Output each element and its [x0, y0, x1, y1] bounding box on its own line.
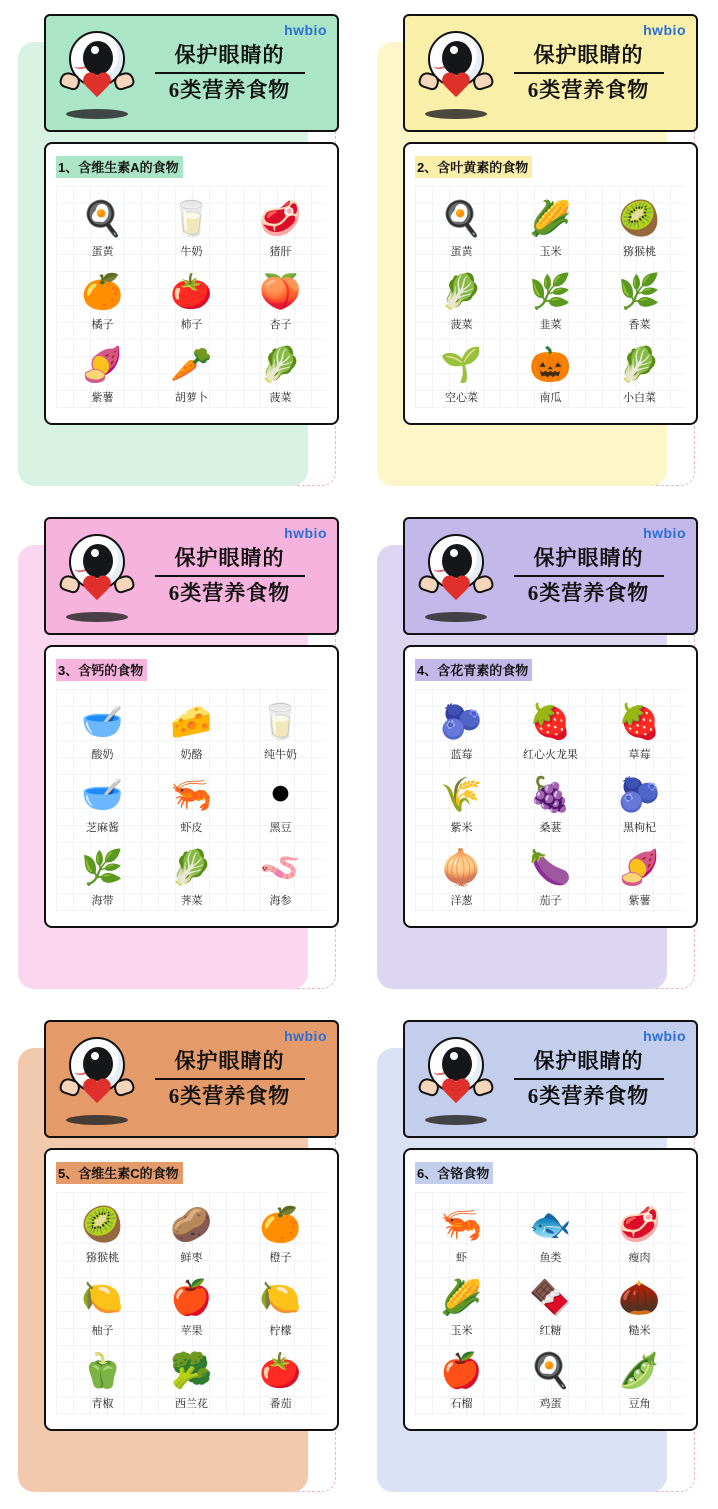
card-body — [44, 142, 339, 425]
food-label: 黑豆 — [269, 822, 292, 834]
food-item — [417, 768, 506, 837]
food-label: 橘子 — [91, 319, 114, 331]
food-item — [147, 695, 236, 764]
food-label: 鸡蛋 — [539, 1398, 562, 1410]
food-item — [417, 841, 506, 910]
card-body — [403, 1148, 698, 1431]
food-label: 胡萝卜 — [175, 392, 208, 404]
food-label: 猕猴桃 — [86, 1252, 119, 1264]
brown-rice-icon: 🌰 — [618, 1279, 661, 1317]
food-item — [506, 1344, 595, 1413]
food-label: 蛋黄 — [91, 246, 114, 258]
fresh-jujube-icon: 🥔 — [170, 1206, 213, 1244]
eye-iris-icon — [83, 1047, 113, 1081]
card-1 — [44, 14, 339, 425]
card-title-line1: 保护眼睛的 — [533, 1048, 644, 1073]
title-divider — [155, 72, 305, 74]
food-item — [58, 695, 147, 764]
card-3 — [44, 517, 339, 928]
mascot-shadow — [425, 1115, 487, 1125]
carrot-icon: 🥕 — [170, 346, 213, 384]
card-header — [403, 14, 698, 132]
food-item — [147, 841, 236, 910]
pumpkin-icon: 🎃 — [529, 346, 572, 384]
poster-card-5 — [0, 1006, 359, 1509]
cilantro-icon: 🌿 — [618, 273, 661, 311]
food-grid — [58, 695, 325, 910]
food-item — [595, 192, 684, 261]
food-item — [58, 1344, 147, 1413]
apricot-icon: 🍑 — [259, 273, 302, 311]
section-title: 1、含维生素A的食物 — [56, 156, 183, 178]
spinach-icon: 🥬 — [259, 346, 302, 384]
food-grid-area — [415, 186, 686, 409]
food-label: 紫薯 — [91, 392, 114, 404]
food-label: 糙米 — [628, 1325, 651, 1337]
food-grid — [417, 1198, 684, 1413]
eye-iris-icon — [442, 544, 472, 578]
card-title-line2: 6类营养食物 — [168, 1084, 291, 1108]
kiwi-icon: 🥝 — [81, 1206, 124, 1244]
brand-logo: hwbio — [643, 525, 686, 541]
food-grid-area — [415, 1192, 686, 1415]
eye-glint-icon — [91, 549, 99, 557]
food-item — [58, 1271, 147, 1340]
food-label: 菠菜 — [450, 319, 473, 331]
pork-liver-icon: 🥩 — [259, 200, 302, 238]
eye-iris-icon — [83, 41, 113, 75]
food-label: 芝麻酱 — [86, 822, 119, 834]
card-title-line2: 6类营养食物 — [168, 581, 291, 605]
food-label: 红糖 — [539, 1325, 562, 1337]
poster-card-6 — [359, 1006, 718, 1509]
title-divider — [514, 575, 664, 577]
card-2 — [403, 14, 698, 425]
food-label: 奶酪 — [180, 749, 203, 761]
title-divider — [155, 1078, 305, 1080]
card-title-line2: 6类营养食物 — [168, 78, 291, 102]
food-label: 苹果 — [180, 1325, 203, 1337]
food-item — [595, 1271, 684, 1340]
food-label: 菠菜 — [269, 392, 292, 404]
food-label: 小白菜 — [623, 392, 656, 404]
egg-yolk-icon: 🍳 — [81, 200, 124, 238]
food-item — [417, 192, 506, 261]
food-item — [417, 695, 506, 764]
brown-sugar-icon: 🍫 — [529, 1279, 572, 1317]
food-label: 蓝莓 — [450, 749, 473, 761]
food-item — [147, 768, 236, 837]
mascot-shadow — [66, 1115, 128, 1125]
food-item — [595, 338, 684, 407]
card-4 — [403, 517, 698, 928]
food-item — [147, 338, 236, 407]
food-item — [506, 1198, 595, 1267]
food-label: 纯牛奶 — [264, 749, 297, 761]
food-item — [595, 695, 684, 764]
food-item — [147, 1271, 236, 1340]
food-grid-area — [56, 1192, 327, 1415]
kiwi-icon: 🥝 — [618, 200, 661, 238]
title-divider — [155, 575, 305, 577]
heart-icon — [82, 1079, 112, 1107]
food-label: 猪肝 — [269, 246, 292, 258]
food-item — [417, 1271, 506, 1340]
food-label: 黑枸杞 — [623, 822, 656, 834]
card-body — [44, 1148, 339, 1431]
brand-logo: hwbio — [284, 22, 327, 38]
poster-card-4 — [359, 503, 718, 1006]
green-pepper-icon: 🫑 — [81, 1352, 124, 1390]
food-label: 柠檬 — [269, 1325, 292, 1337]
food-label: 酸奶 — [91, 749, 114, 761]
food-grid-area — [56, 689, 327, 912]
card-body — [44, 645, 339, 928]
food-item — [58, 768, 147, 837]
poster-card-3 — [0, 503, 359, 1006]
egg-yolk-icon: 🍳 — [440, 200, 483, 238]
brand-logo: hwbio — [284, 1028, 327, 1044]
mascot-shadow — [425, 109, 487, 119]
food-item — [236, 768, 325, 837]
card-header — [44, 517, 339, 635]
chinese-chive-icon: 🌿 — [529, 273, 572, 311]
purple-rice-icon: 🌾 — [440, 776, 483, 814]
eye-glint-icon — [450, 1052, 458, 1060]
card-title-line2: 6类营养食物 — [527, 1084, 650, 1108]
food-item — [58, 841, 147, 910]
card-5 — [44, 1020, 339, 1431]
food-label: 青椒 — [91, 1398, 114, 1410]
food-label: 番茄 — [269, 1398, 292, 1410]
heart-icon — [441, 73, 471, 101]
food-label: 虾皮 — [180, 822, 203, 834]
food-item — [417, 338, 506, 407]
mascot-shadow — [425, 612, 487, 622]
food-item — [236, 192, 325, 261]
food-label: 桑葚 — [539, 822, 562, 834]
food-grid — [417, 192, 684, 407]
tangerine-icon: 🍊 — [81, 273, 124, 311]
food-label: 海参 — [269, 895, 292, 907]
food-label: 草莓 — [628, 749, 651, 761]
egg-icon: 🍳 — [529, 1352, 572, 1390]
eye-mascot-icon — [417, 1031, 495, 1127]
food-item — [417, 1344, 506, 1413]
food-item — [506, 1271, 595, 1340]
food-item — [417, 265, 506, 334]
card-title — [495, 1048, 686, 1111]
section-title: 4、含花青素的食物 — [415, 659, 532, 681]
food-label: 海带 — [91, 895, 114, 907]
food-item — [147, 265, 236, 334]
card-header — [403, 517, 698, 635]
food-item — [58, 265, 147, 334]
orange-icon: 🍊 — [259, 1206, 302, 1244]
food-item — [147, 1344, 236, 1413]
food-item — [58, 338, 147, 407]
lean-meat-icon: 🥩 — [618, 1206, 661, 1244]
sea-cucumber-icon: 🪱 — [259, 849, 302, 887]
dried-shrimp-icon: 🦐 — [170, 776, 213, 814]
shepherds-purse-icon: 🥬 — [170, 849, 213, 887]
food-item — [236, 1198, 325, 1267]
corn-icon: 🌽 — [440, 1279, 483, 1317]
strawberry-icon: 🍓 — [618, 703, 661, 741]
food-item — [58, 192, 147, 261]
milk-bottle-icon: 🥛 — [170, 200, 213, 238]
food-label: 紫薯 — [628, 895, 651, 907]
card-6 — [403, 1020, 698, 1431]
food-label: 石榴 — [450, 1398, 473, 1410]
food-label: 玉米 — [450, 1325, 473, 1337]
card-header — [403, 1020, 698, 1138]
brand-logo: hwbio — [643, 22, 686, 38]
food-label: 瘦肉 — [628, 1252, 651, 1264]
eye-mascot-icon — [58, 528, 136, 624]
green-bean-icon: 🫛 — [618, 1352, 661, 1390]
food-label: 紫米 — [450, 822, 473, 834]
broccoli-icon: 🥦 — [170, 1352, 213, 1390]
food-item — [506, 265, 595, 334]
food-label: 南瓜 — [539, 392, 562, 404]
title-divider — [514, 1078, 664, 1080]
food-label: 鱼类 — [539, 1252, 562, 1264]
eye-mascot-icon — [417, 25, 495, 121]
apple-icon: 🍎 — [170, 1279, 213, 1317]
food-label: 红心火龙果 — [523, 749, 578, 761]
mulberry-icon: 🍇 — [529, 776, 572, 814]
food-label: 杏子 — [269, 319, 292, 331]
food-item — [236, 265, 325, 334]
food-label: 西兰花 — [175, 1398, 208, 1410]
water-spinach-icon: 🌱 — [440, 346, 483, 384]
food-item — [236, 1344, 325, 1413]
food-item — [506, 695, 595, 764]
food-item — [595, 768, 684, 837]
lemon-icon: 🍋 — [259, 1279, 302, 1317]
food-label: 荠菜 — [180, 895, 203, 907]
card-title — [136, 1048, 327, 1111]
card-title-line1: 保护眼睛的 — [174, 42, 285, 67]
section-title: 5、含维生素C的食物 — [56, 1162, 183, 1184]
food-label: 韭菜 — [539, 319, 562, 331]
food-grid — [417, 695, 684, 910]
food-item — [147, 192, 236, 261]
purple-sweet-potato-icon: 🍠 — [81, 346, 124, 384]
food-label: 猕猴桃 — [623, 246, 656, 258]
mascot-shadow — [66, 612, 128, 622]
spinach-icon: 🥬 — [440, 273, 483, 311]
heart-icon — [82, 576, 112, 604]
card-title — [495, 42, 686, 105]
brand-logo: hwbio — [284, 525, 327, 541]
eye-iris-icon — [442, 1047, 472, 1081]
heart-icon — [441, 576, 471, 604]
pomelo-icon: 🍋 — [81, 1279, 124, 1317]
food-grid — [58, 1198, 325, 1413]
poster-card-2 — [359, 0, 718, 503]
card-title-line1: 保护眼睛的 — [533, 42, 644, 67]
heart-icon — [441, 1079, 471, 1107]
food-item — [236, 695, 325, 764]
shrimp-icon: 🦐 — [440, 1206, 483, 1244]
black-bean-icon: ⚫ — [266, 776, 295, 814]
card-header — [44, 14, 339, 132]
food-item — [506, 338, 595, 407]
onion-icon: 🧅 — [440, 849, 483, 887]
card-title — [495, 545, 686, 608]
eye-mascot-icon — [58, 1031, 136, 1127]
food-label: 橙子 — [269, 1252, 292, 1264]
eye-glint-icon — [91, 46, 99, 54]
milk-bottle-icon: 🥛 — [259, 703, 302, 741]
eye-mascot-icon — [58, 25, 136, 121]
blueberry-icon: 🫐 — [440, 703, 483, 741]
heart-icon — [82, 73, 112, 101]
food-label: 空心菜 — [445, 392, 478, 404]
food-label: 豆角 — [628, 1398, 651, 1410]
food-item — [147, 1198, 236, 1267]
card-title-line1: 保护眼睛的 — [533, 545, 644, 570]
section-title: 3、含钙的食物 — [56, 659, 147, 681]
cheese-icon: 🧀 — [170, 703, 213, 741]
eye-iris-icon — [442, 41, 472, 75]
brand-logo: hwbio — [643, 1028, 686, 1044]
yogurt-icon: 🥣 — [81, 703, 124, 741]
card-header — [44, 1020, 339, 1138]
tomato-icon: 🍅 — [259, 1352, 302, 1390]
food-label: 牛奶 — [180, 246, 203, 258]
eye-iris-icon — [83, 544, 113, 578]
card-title-line2: 6类营养食物 — [527, 78, 650, 102]
food-item — [595, 1198, 684, 1267]
card-title-line1: 保护眼睛的 — [174, 545, 285, 570]
food-label: 蛋黄 — [450, 246, 473, 258]
poster-card-1 — [0, 0, 359, 503]
food-item — [58, 1198, 147, 1267]
card-title — [136, 545, 327, 608]
food-label: 玉米 — [539, 246, 562, 258]
food-item — [236, 841, 325, 910]
eggplant-icon: 🍆 — [529, 849, 572, 887]
sesame-paste-icon: 🥣 — [81, 776, 124, 814]
card-title-line2: 6类营养食物 — [527, 581, 650, 605]
kelp-icon: 🌿 — [81, 849, 124, 887]
eye-glint-icon — [91, 1052, 99, 1060]
pomegranate-icon: 🍎 — [440, 1352, 483, 1390]
food-label: 柚子 — [91, 1325, 114, 1337]
purple-sweet-potato-icon: 🍠 — [618, 849, 661, 887]
food-item — [236, 1271, 325, 1340]
card-title — [136, 42, 327, 105]
food-label: 香菜 — [628, 319, 651, 331]
food-item — [236, 338, 325, 407]
eye-mascot-icon — [417, 528, 495, 624]
card-body — [403, 645, 698, 928]
food-item — [417, 1198, 506, 1267]
card-body — [403, 142, 698, 425]
food-grid — [58, 192, 325, 407]
title-divider — [514, 72, 664, 74]
section-title: 2、含叶黄素的食物 — [415, 156, 532, 178]
eye-glint-icon — [450, 46, 458, 54]
food-label: 洋葱 — [450, 895, 473, 907]
dragon-fruit-icon: 🍓 — [529, 703, 572, 741]
food-item — [506, 841, 595, 910]
food-label: 柿子 — [180, 319, 203, 331]
card-title-line1: 保护眼睛的 — [174, 1048, 285, 1073]
food-item — [506, 768, 595, 837]
food-item — [506, 192, 595, 261]
food-label: 虾 — [456, 1252, 467, 1264]
food-label: 鲜枣 — [180, 1252, 203, 1264]
mascot-shadow — [66, 109, 128, 119]
food-grid-area — [415, 689, 686, 912]
food-item — [595, 1344, 684, 1413]
black-goji-icon: 🫐 — [618, 776, 661, 814]
food-grid-area — [56, 186, 327, 409]
food-item — [595, 265, 684, 334]
corn-icon: 🌽 — [529, 200, 572, 238]
fish-dish-icon: 🐟 — [529, 1206, 572, 1244]
bok-choy-icon: 🥬 — [618, 346, 661, 384]
eye-glint-icon — [450, 549, 458, 557]
food-item — [595, 841, 684, 910]
persimmon-icon: 🍅 — [170, 273, 213, 311]
section-title: 6、含铬食物 — [415, 1162, 493, 1184]
food-label: 茄子 — [539, 895, 562, 907]
